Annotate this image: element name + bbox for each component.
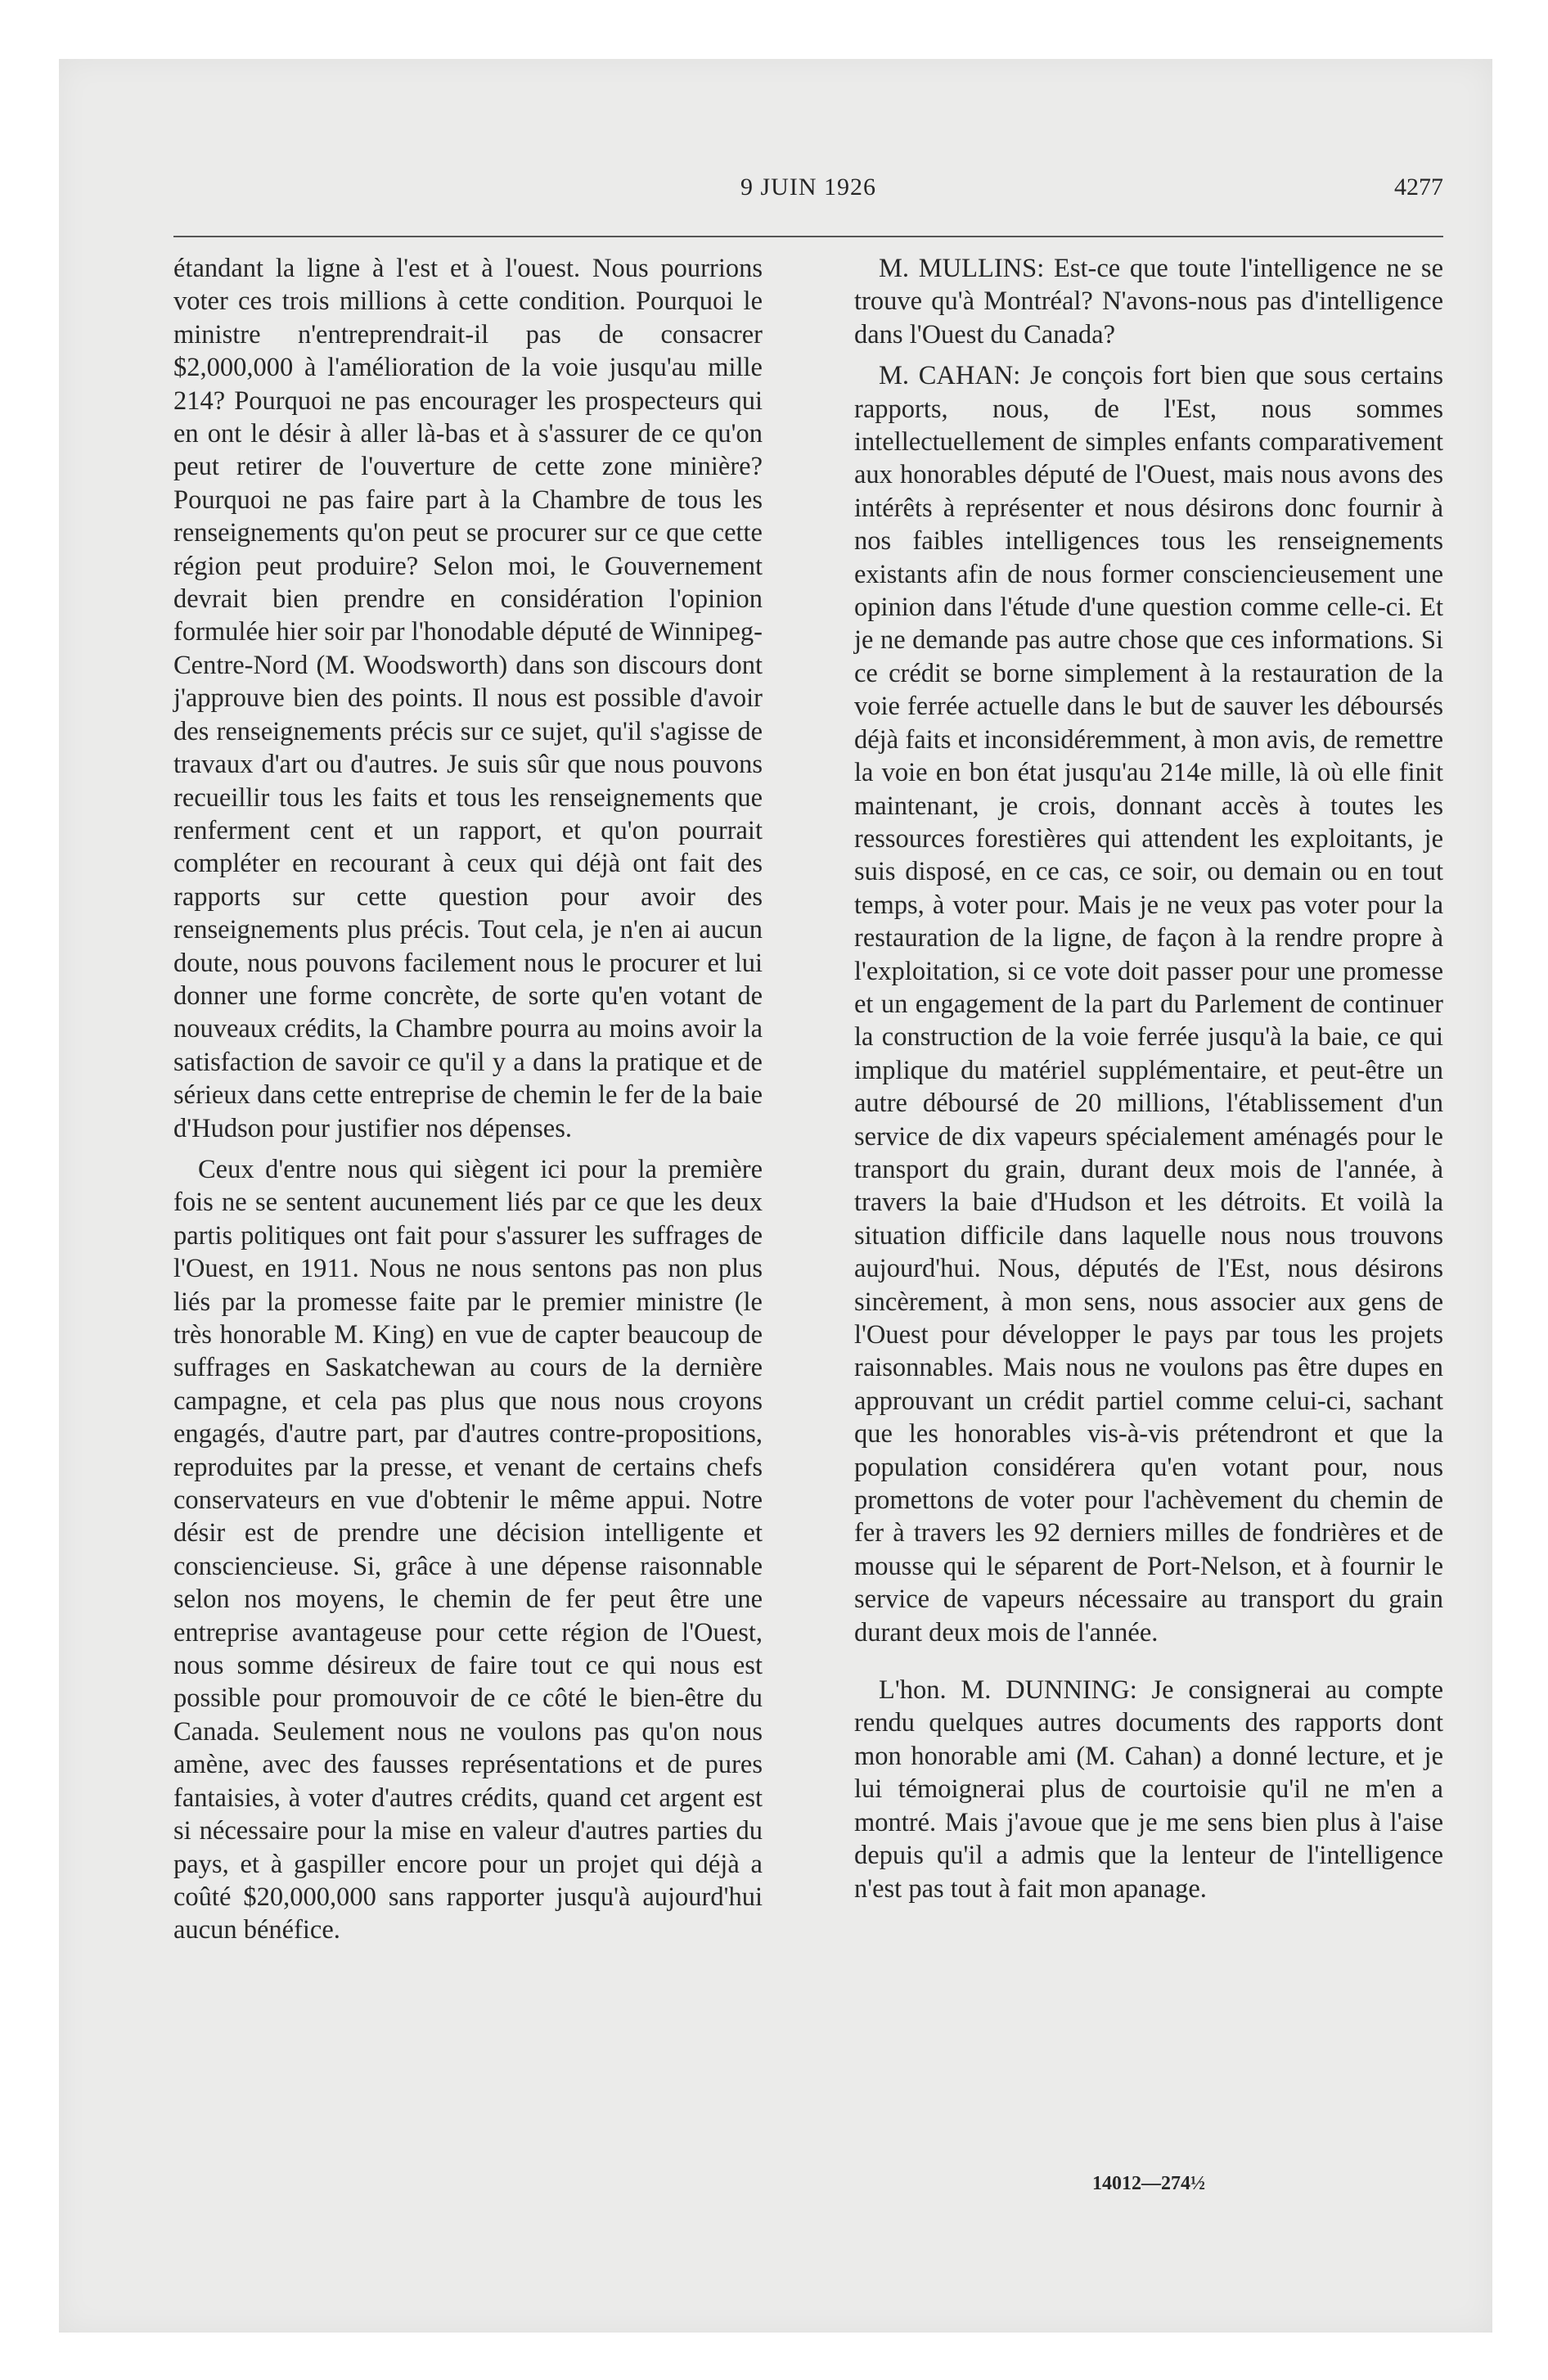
left-paragraph-1: étandant la ligne à l'est et à l'ouest. Nous pourrions voter ces trois millions à cette condition. Pourquoi le ministre n'entreprendrait-il pas de consacrer $2,000,000 à l'amélioration de la voie jusqu'au mille 214? Pourquoi ne pas encourager les prospecteurs qui en ont le désir à aller là-bas et à s'assurer de ce qu'on peut retirer de l'ouverture de cette zone minière? Pourquoi ne pas faire part à la Chambre de tous les renseignements qu'on peut se procurer sur ce que cette région peut produire? Selon moi, le Gouvernement devrait bien prendre en considération l'opinion formulée hier soir par l'honodable député de Winnipeg-Centre-Nord (M. Woodsworth) dans son discours dont j'approuve bien des points. Il nous est possible d'avoir des renseignements précis sur ce sujet, qu'il s'agisse de travaux d'art ou d'autres. Je suis sûr que nous pouvons recueillir tous les faits et tous les renseignements que renferment cent et un rapport, et qu'on pourrait compléter en recourant à ceux qui déjà ont fait des rapports sur cette question pour avoir des renseignements plus précis. Tout cela, je n'en ai aucun doute, nous pouvons facilement nous le procurer et lui donner une forme concrète, de sorte qu'en votant de nouveaux crédits, la Chambre pourra au moins avoir la satisfaction de savoir ce qu'il y a dans la pratique et de sérieux dans cette entreprise de chemin le fer de la baie d'Hudson pour justifier nos dépenses.: [173, 254, 763, 1143]
right-paragraph-cahan: M. CAHAN: Je conçois fort bien que sous certains rapports, nous, de l'Est, nous sommes intellectuellement de simples enfants comparativement aux honorables député de l'Ouest, mais nous avons des intérêts à représenter et nous désirons donc fournir à nos faibles intelligences tous les renseignements existants afin de nous former consciencieusement une opinion dans l'étude d'une question comme celle-ci. Et je ne demande pas autre chose que ces informations. Si ce crédit se borne simplement à la restauration de la voie ferrée actuelle dans le but de sauver les déboursés déjà faits et inconsidéremment, à mon avis, de remettre la voie en bon état jusqu'au 214e mille, là où elle finit maintenant, je crois, donnant accès à toutes les ressources forestières qui attendent les exploitants, je suis disposé, en ce cas, ce soir, ou demain ou en tout temps, à voter pour. Mais je ne veux pas voter pour la restauration de la ligne, de façon à la rendre propre à l'exploitation, si ce vote doit passer pour une promesse et un engagement de la part du Parlement de continuer la construction de la voie ferrée jusqu'à la baie, ce qui implique du matériel supplémentaire, et peut-être un autre déboursé de 20 millions, l'établissement d'un service de dix vapeurs spécialement aménagés pour le transport du grain, durant deux mois de l'année, à travers la baie d'Hudson et les détroits. Et voilà la situation difficile dans laquelle nous nous trouvons aujourd'hui. Nous, députés de l'Est, nous désirons sincèrement, à mon sens, nous associer aux gens de l'Ouest pour développer le pays par tous les projets raisonnables. Mais nous ne voulons pas être dupes en approuvant un crédit partiel comme celui-ci, sachant que les honorables vis-à-vis prétendront et que la population considérera qu'en votant pour, nous promettons de voter pour l'achèvement du chemin de fer à travers les 92 derniers milles de fondrières et de mousse qui le séparent de Port-Nelson, et à fournir le service de vapeurs nécessaire au transport du grain durant deux mois de l'année.: [854, 361, 1443, 1648]
page-header: [173, 174, 1443, 214]
left-column: [173, 252, 763, 1955]
printer-signature: 14012—274½: [1092, 2173, 1205, 2194]
header-rule: [173, 236, 1443, 237]
right-paragraph-dunning: L'hon. M. DUNNING: Je consignerai au compte rendu quelques autres documents des rapports dont mon honorable ami (M. Cahan) a donné lecture, et je lui témoignerai plus de courtoisie qu'il ne m'en a montré. Mais j'avoue que je me sens bien plus à l'aise depuis qu'il a admis que la lenteur de l'intelligence n'est pas tout à fait mon apanage.: [854, 1675, 1443, 1904]
page-number: 4277: [1394, 174, 1443, 201]
right-paragraph-mullins: M. MULLINS: Est-ce que toute l'intelligence ne se trouve qu'à Montréal? N'avons-nous pas d'intelligence dans l'Ouest du Canada?: [854, 254, 1443, 349]
document-page: [173, 164, 1443, 2210]
header-date: 9 JUIN 1926: [740, 174, 876, 201]
left-paragraph-2: Ceux d'entre nous qui siègent ici pour la première fois ne se sentent aucunement liés par ce que les deux partis politiques ont fait pour s'assurer les suffrages de l'Ouest, en 1911. Nous ne nous sentons pas non plus liés par la promesse faite par le premier ministre (le très honorable M. King) en vue de capter beaucoup de suffrages en Saskatchewan au cours de la dernière campagne, et cela pas plus que nous nous croyons engagés, d'autre part, par d'autres contre-propositions, reproduites par la presse, et venant de certains chefs conservateurs en vue d'obtenir le même appui. Notre désir est de prendre une décision intelligente et consciencieuse. Si, grâce à une dépense raisonnable selon nos moyens, le chemin de fer peut être une entreprise avantageuse pour cette région de l'Ouest, nous somme désireux de faire tout ce qui nous est possible pour promouvoir de ce côté le bien-être du Canada. Seulement nous ne voulons pas qu'on nous amène, avec des fausses représentations et de pures fantaisies, à voter d'autres crédits, quand cet argent est si nécessaire pour la mise en valeur d'autres parties du pays, et à gaspiller encore pour un projet qui déjà a coûté $20,000,000 sans rapporter jusqu'à aujourd'hui aucun bénéfice.: [173, 1154, 763, 1945]
right-column: [854, 252, 1443, 1913]
